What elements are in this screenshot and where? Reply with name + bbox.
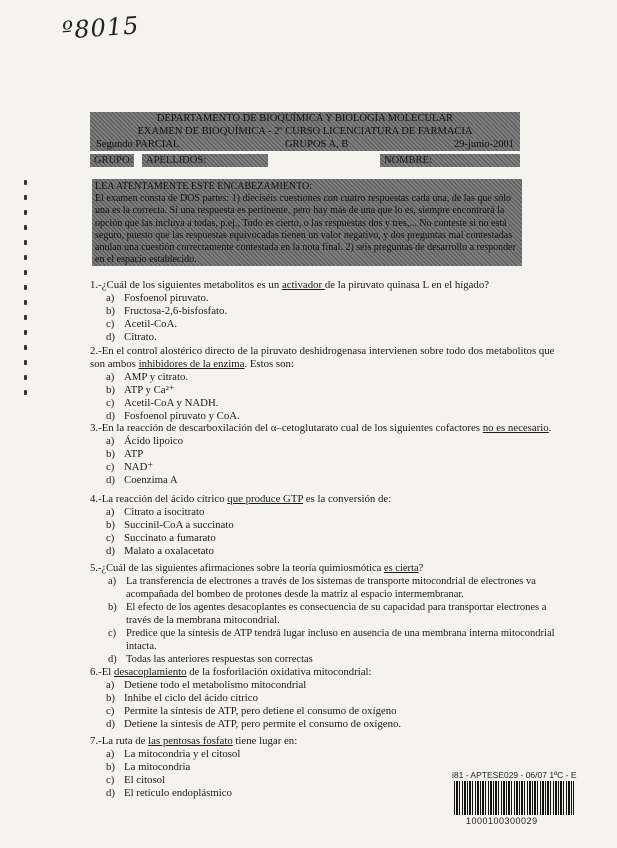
header-date: 29-junio-2001 xyxy=(453,139,514,150)
option-d[interactable]: d) Coenzima A xyxy=(106,474,178,486)
barcode-number: 1000100300029 xyxy=(466,816,538,826)
option-d[interactable]: d) Todas las anteriores respuestas son correctas xyxy=(108,654,313,665)
header-grupos: GRUPOS A, B xyxy=(284,139,349,150)
question-stem: 2.-En el control alostérico directo de la piruvato deshidrogenasa intervienen sobre todo dos metabolitos que son ambos inhibidores de la enzima. Estos son: xyxy=(90,345,555,370)
question-4 xyxy=(90,493,560,558)
question-stem: 3.-En la reacción de descarboxilación del α–cetoglutarato cual de los siguientes cofactores no es necesario. xyxy=(90,422,552,434)
nombre-label: NOMBRE: xyxy=(380,154,520,167)
question-stem: 7.-La ruta de las pentosas fosfato tiene lugar en: xyxy=(90,735,298,747)
handwritten-number: º8015 xyxy=(61,11,141,45)
option-b[interactable]: b) Inhibe el ciclo del ácido cítrico xyxy=(106,692,259,704)
header-info-row xyxy=(90,138,520,151)
option-d[interactable]: d) Detiene la síntesis de ATP, pero permite el consumo de oxígeno. xyxy=(106,718,402,730)
option-a[interactable]: a) Detiene todo el metabolismo mitocondrial xyxy=(106,679,307,691)
option-c[interactable]: c) Permite la síntesis de ATP, pero detiene el consumo de oxígeno xyxy=(106,705,397,717)
question-6 xyxy=(90,666,560,731)
instructions-body: El examen consta de DOS partes: 1) dieciséis cuestiones con cuatro respuestas cada una, de las que sólo una es la correcta. Si una respuesta es pertinente, pero hay más de una que lo es, siempre encontrará la opción que las incluya a todas, p.ej., Todo es cierto, o las respuestas dos y tres,... No conteste si no está seguro, puesto que las respuestas equivocadas tienen un valor negativo, y dos preguntas mal contestadas anulan una cuestión correctamente contestada en la nota final. 2) seis preguntas de desarrollo a responder en el espacio establecido. xyxy=(95,193,516,266)
option-a[interactable]: a) La mitocondria y el citosol xyxy=(106,748,241,760)
option-c[interactable]: c) Predice que la síntesis de ATP tendrá lugar incluso en ausencia de una membrana interna mitocondrial intacta. xyxy=(108,628,555,652)
question-stem: 5.-¿Cuál de las siguientes afirmaciones sobre la teoría quimiosmótica es cierta? xyxy=(90,563,424,574)
option-a[interactable]: a) Fosfoenol piruvato. xyxy=(106,292,209,304)
option-c[interactable]: c) Acetil-CoA. xyxy=(106,318,178,330)
question-5 xyxy=(90,562,560,666)
option-c[interactable]: c) NAD⁺ xyxy=(106,461,154,473)
option-a[interactable]: a) AMP y citrato. xyxy=(106,371,189,383)
option-d[interactable]: d) Citrato. xyxy=(106,331,157,343)
grupo-label: GRUPO: xyxy=(90,154,134,167)
student-info-row xyxy=(90,154,520,167)
option-b[interactable]: b) ATP y Ca²⁺ xyxy=(106,384,175,396)
option-c[interactable]: c) Acetil-CoA y NADH. xyxy=(106,397,219,409)
question-stem: 6.-El desacoplamiento de la fosforilación oxidativa mitocondrial: xyxy=(90,666,372,678)
option-a[interactable]: a) La transferencia de electrones a través de los sistemas de transporte mitocondrial de electrones va acompañada del bombeo de protones desde la matriz al espacio intermembranar. xyxy=(108,576,536,600)
option-c[interactable]: c) El citosol xyxy=(106,774,166,786)
option-a[interactable]: a) Citrato a isocitrato xyxy=(106,506,205,518)
option-b[interactable]: b) La mitocondria xyxy=(106,761,191,773)
option-d[interactable]: d) Fosfoenol piruvato y CoA. xyxy=(106,410,240,422)
question-stem: 1.-¿Cuál de los siguientes metabolitos es un activador de la piruvato quinasa L en el hígado? xyxy=(90,279,490,291)
option-c[interactable]: c) Succinato a fumarato xyxy=(106,532,216,544)
barcode-label: i81 - APTESE029 - 06/07 1ºC - E xyxy=(452,770,577,780)
question-stem: 4.-La reacción del ácido cítrico que produce GTP es la conversión de: xyxy=(90,493,392,505)
option-b[interactable]: b) Fructosa-2,6-bisfosfato. xyxy=(106,305,228,317)
margin-marks xyxy=(24,180,30,405)
header-department: DEPARTAMENTO DE BIOQUÍMICA Y BIOLOGÍA MOLECULAR xyxy=(90,112,520,125)
instructions-title: LEA ATENTAMENTE ESTE ENCABEZAMIENTO: xyxy=(95,181,313,192)
option-b[interactable]: b) Succinil-CoA a succinato xyxy=(106,519,234,531)
barcode-icon xyxy=(454,781,574,815)
instructions-box xyxy=(92,179,522,266)
apellidos-label: APELLIDOS: xyxy=(142,154,268,167)
header-exam-title: EXAMEN DE BIOQUÍMICA - 2º CURSO LICENCIATURA DE FARMACIA xyxy=(90,125,520,138)
option-d[interactable]: d) Malato a oxalacetato xyxy=(106,545,214,557)
question-1 xyxy=(90,279,560,344)
question-2 xyxy=(90,345,560,423)
option-b[interactable]: b) El efecto de los agentes desacoplantes es consecuencia de su capacidad para transportar electrones a través de la membrana mitocondrial. xyxy=(108,602,547,626)
option-b[interactable]: b) ATP xyxy=(106,448,144,460)
option-d[interactable]: d) El retículo endoplásmico xyxy=(106,787,232,799)
header-parcial: Segundo PARCIAL xyxy=(96,139,180,150)
question-3 xyxy=(90,422,560,487)
option-a[interactable]: a) Ácido lipoico xyxy=(106,435,184,447)
